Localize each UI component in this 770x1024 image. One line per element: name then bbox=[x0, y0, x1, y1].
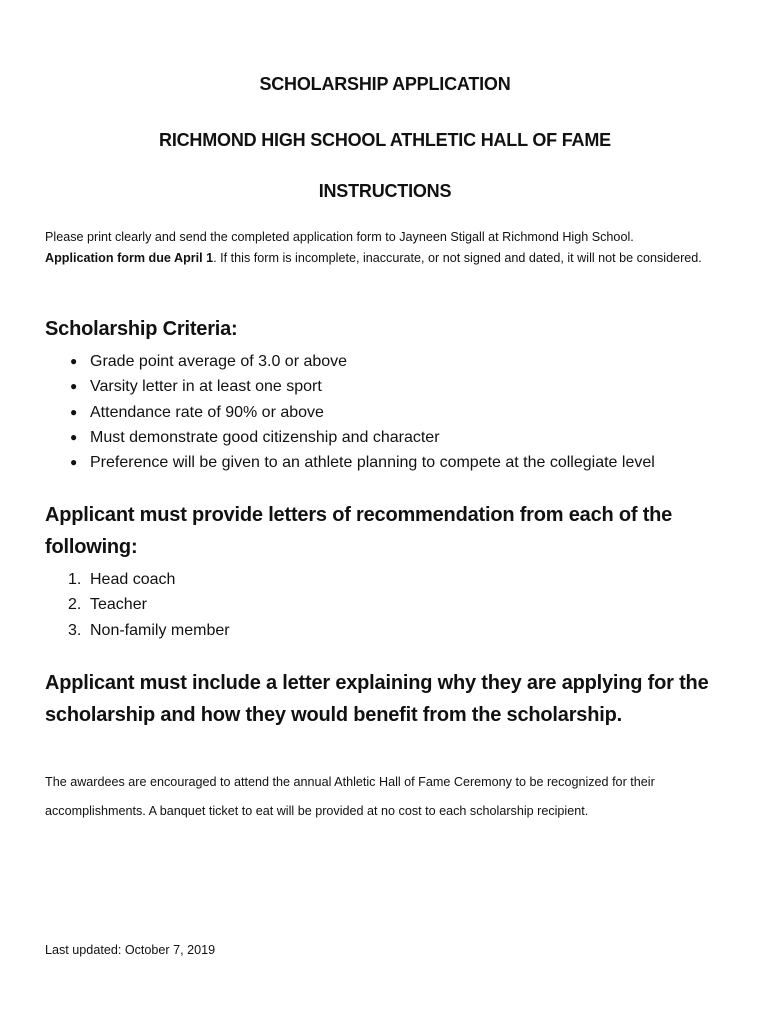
list-number: 1. bbox=[68, 571, 82, 588]
criteria-text: Preference will be given to an athlete planning to compete at the collegiate level bbox=[90, 454, 655, 472]
intro-line: Please print clearly and send the completed application form to Jayneen Stigall at Richmond High School. bbox=[45, 230, 634, 244]
list-item bbox=[45, 349, 655, 374]
criteria-text: Varsity letter in at least one sport bbox=[90, 378, 322, 396]
list-number: 2. bbox=[68, 596, 82, 614]
intro-paragraph bbox=[45, 227, 735, 269]
bullet-icon: ● bbox=[70, 455, 78, 470]
due-date-notice: Application form due April 1 bbox=[45, 251, 214, 265]
list-item bbox=[45, 400, 655, 425]
criteria-text: Attendance rate of 90% or above bbox=[90, 403, 324, 421]
criteria-text: Grade point average of 3.0 or above bbox=[90, 353, 348, 370]
list-item bbox=[45, 618, 230, 643]
list-item bbox=[45, 425, 655, 450]
closing-paragraph: The awardees are encouraged to attend the annual Athletic Hall of Fame Ceremony to be recognized for their accomplishments. A banquet ticket to eat will be provided at no cost to each scholarship recipient. bbox=[45, 775, 655, 818]
list-item bbox=[45, 374, 655, 399]
letter-source: Non-family member bbox=[90, 621, 230, 639]
last-updated: Last updated: October 7, 2019 bbox=[45, 943, 216, 957]
include-letter-heading: Applicant must include a letter explaining why they are applying for the scholarship and how they would benefit from the scholarship. bbox=[45, 672, 709, 726]
bullet-icon: ● bbox=[70, 354, 78, 368]
bullet-icon: ● bbox=[70, 429, 78, 444]
letter-source: Head coach bbox=[90, 571, 176, 588]
document-subtitle: RICHMOND HIGH SCHOOL ATHLETIC HALL OF FAME bbox=[159, 130, 611, 150]
list-number: 3. bbox=[68, 621, 82, 639]
criteria-heading: Scholarship Criteria: bbox=[45, 318, 238, 340]
letters-list bbox=[45, 567, 230, 643]
intro-rest: . If this form is incomplete, inaccurate, or not signed and dated, it will not be considered. bbox=[213, 251, 702, 265]
list-item bbox=[45, 567, 230, 592]
list-item bbox=[45, 592, 230, 617]
instructions-heading: INSTRUCTIONS bbox=[318, 181, 452, 201]
criteria-text: Must demonstrate good citizenship and character bbox=[90, 428, 440, 446]
letter-source: Teacher bbox=[90, 596, 147, 614]
list-item bbox=[45, 450, 655, 475]
bullet-icon: ● bbox=[70, 379, 78, 394]
letters-heading: Applicant must provide letters of recommendation from each of the following: bbox=[45, 504, 673, 558]
criteria-list bbox=[45, 349, 655, 475]
document-title: SCHOLARSHIP APPLICATION bbox=[259, 74, 511, 94]
bullet-icon: ● bbox=[70, 404, 78, 419]
